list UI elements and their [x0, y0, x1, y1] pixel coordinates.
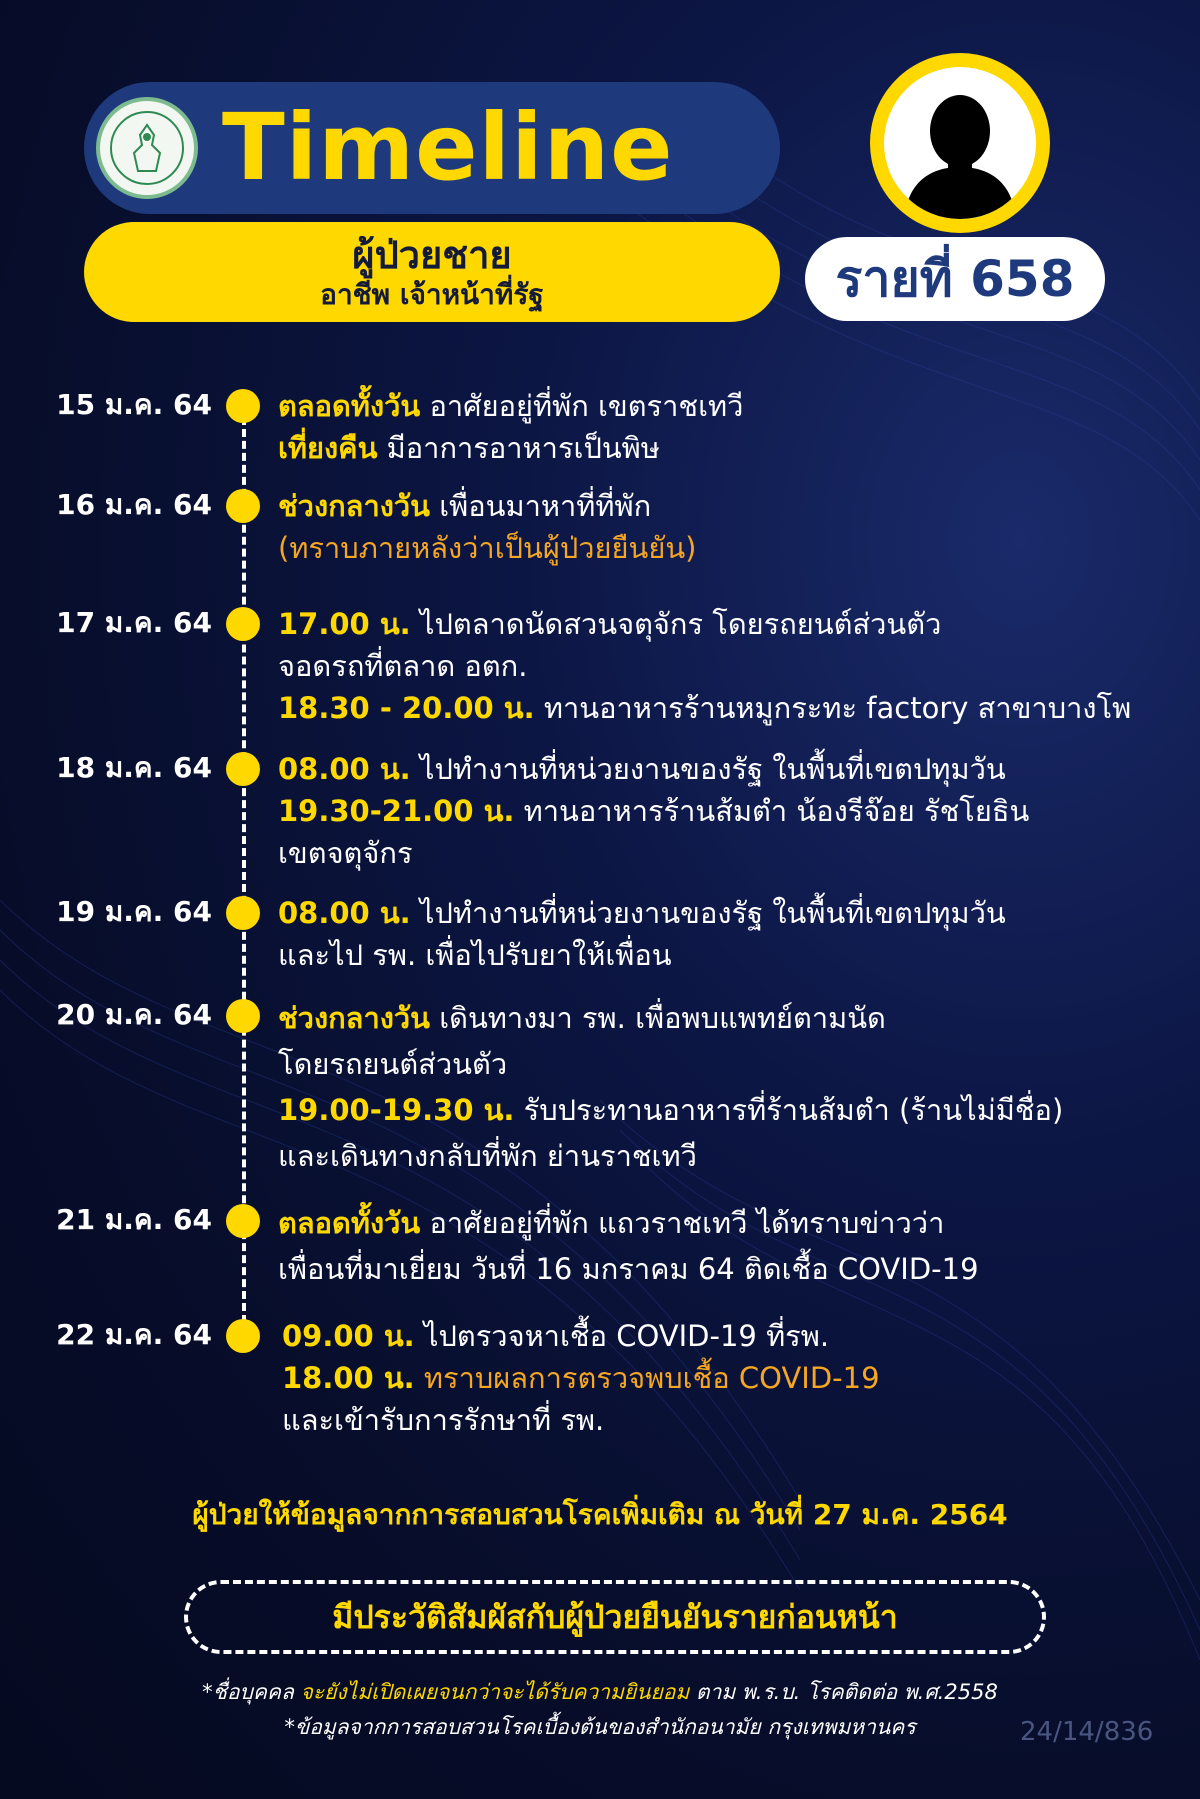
contact-history-box: มีประวัติสัมผัสกับผู้ป่วยยืนยันรายก่อนหน้า	[184, 1580, 1046, 1654]
detail-text: ไปตลาดนัดสวนจตุจักร โดยรถยนต์ส่วนตัว	[410, 607, 942, 641]
timeline-details	[278, 385, 1158, 469]
detail-text: และเข้ารับการรักษาที่ รพ.	[282, 1403, 605, 1437]
timeline-dot	[226, 389, 260, 423]
reference-code: 24/14/836	[1020, 1717, 1154, 1747]
timeline-details	[278, 1200, 1158, 1292]
timeline-date: 22 ม.ค. 64	[56, 1318, 212, 1351]
timeline-dot	[226, 489, 260, 523]
timeline-details	[278, 748, 1158, 874]
timeline-details	[278, 892, 1158, 976]
disclaimer-highlight: จะยังไม่เปิดเผยจนกว่าจะได้รับความยินยอม	[300, 1680, 690, 1704]
timeline-dot	[226, 1204, 260, 1238]
timeline-line-text	[278, 527, 1158, 569]
timeline-date: 18 ม.ค. 64	[56, 751, 212, 784]
timeline-line-text	[278, 1041, 1158, 1087]
detail-text: อาศัยอยู่ที่พัก แถวราชเทวี ได้ทราบข่าวว่า	[420, 1206, 945, 1240]
timeline-line-text	[278, 790, 1158, 832]
timeline-date: 21 ม.ค. 64	[56, 1203, 212, 1236]
detail-text: ไปทำงานที่หน่วยงานของรัฐ ในพื้นที่เขตปทุมวัน	[410, 896, 1006, 930]
seal-emblem-icon	[128, 123, 166, 175]
time-highlight: 18.30 - 20.00 น.	[278, 691, 535, 725]
patient-gender: ผู้ป่วยชาย	[352, 233, 512, 277]
detail-text: ไปตรวจหาเชื้อ COVID-19 ที่รพ.	[414, 1319, 830, 1353]
detail-text: เขตจตุจักร	[278, 836, 413, 870]
disclaimer-suffix: ตาม พ.ร.บ. โรคติดต่อ พ.ศ.2558	[689, 1680, 998, 1704]
timeline-dot	[226, 607, 260, 641]
time-highlight: 08.00 น.	[278, 896, 411, 930]
timeline-line-text	[278, 1133, 1158, 1179]
timeline-line-text	[278, 748, 1158, 790]
timeline-details	[282, 1315, 1162, 1441]
timeline-line-text	[278, 995, 1158, 1041]
timeline-line-text	[282, 1357, 1162, 1399]
timeline-dot	[226, 752, 260, 786]
avatar	[870, 53, 1050, 233]
timeline-dot	[226, 1319, 260, 1353]
page-title: Timeline	[222, 94, 674, 201]
timeline-date: 15 ม.ค. 64	[56, 388, 212, 421]
case-number-badge: รายที่ 658	[805, 237, 1105, 321]
timeline-date: 16 ม.ค. 64	[56, 488, 212, 521]
detail-text: เพื่อนที่มาเยี่ยม วันที่ 16 มกราคม 64 ติดเชื้อ COVID-19	[278, 1252, 979, 1286]
info-source-note: ผู้ป่วยให้ข้อมูลจากการสอบสวนโรคเพิ่มเติม ณ วันที่ 27 ม.ค. 2564	[192, 1498, 1008, 1531]
time-highlight: 19.00-19.30 น.	[278, 1093, 515, 1127]
detail-text: และไป รพ. เพื่อไปรับยาให้เพื่อน	[278, 938, 672, 972]
time-highlight: ตลอดทั้งวัน	[278, 389, 421, 423]
timeline-line-text	[282, 1315, 1162, 1357]
timeline-line-text	[278, 1087, 1158, 1133]
detail-text: และเดินทางกลับที่พัก ย่านราชเทวี	[278, 1139, 697, 1173]
detail-text: ไปทำงานที่หน่วยงานของรัฐ ในพื้นที่เขตปทุมวัน	[410, 752, 1006, 786]
timeline-dot	[226, 999, 260, 1033]
timeline-line-text	[278, 427, 1158, 469]
patient-info-pill	[84, 222, 780, 322]
timeline-line-text	[278, 1200, 1158, 1246]
timeline-details	[278, 603, 1158, 729]
orange-note: ทราบผลการตรวจพบเชื้อ COVID-19	[414, 1361, 880, 1395]
time-highlight: ช่วงกลางวัน	[278, 1001, 431, 1035]
person-silhouette-icon	[884, 67, 1036, 219]
timeline-line-text	[282, 1399, 1162, 1441]
timeline-dot	[226, 896, 260, 930]
detail-text: เพื่อนมาหาที่ที่พัก	[430, 489, 652, 523]
time-highlight: ตลอดทั้งวัน	[278, 1206, 421, 1240]
detail-text: มีอาการอาหารเป็นพิษ	[377, 431, 660, 465]
avatar-circle	[884, 67, 1036, 219]
timeline-line-text	[278, 385, 1158, 427]
time-highlight: ช่วงกลางวัน	[278, 489, 431, 523]
timeline-line-text	[278, 603, 1158, 645]
time-highlight: 17.00 น.	[278, 607, 411, 641]
detail-text: โดยรถยนต์ส่วนตัว	[278, 1047, 508, 1081]
detail-text: จอดรถที่ตลาด อตก.	[278, 649, 528, 683]
time-highlight: เที่ยงคืน	[278, 431, 378, 465]
detail-text: ทานอาหารร้านส้มตำ น้องรีจ๊อย รัชโยธิน	[514, 794, 1030, 828]
disclaimer-privacy	[0, 1676, 1200, 1708]
timeline-date: 19 ม.ค. 64	[56, 895, 212, 928]
detail-text: รับประทานอาหารที่ร้านส้มตำ (ร้านไม่มีชื่อ)	[514, 1093, 1064, 1127]
timeline-details	[278, 995, 1158, 1179]
timeline-line	[242, 405, 246, 1323]
timeline-date: 17 ม.ค. 64	[56, 606, 212, 639]
timeline-line-text	[278, 645, 1158, 687]
timeline-line-text	[278, 934, 1158, 976]
detail-text: อาศัยอยู่ที่พัก เขตราชเทวี	[420, 389, 744, 423]
disclaimer-source: *ข้อมูลจากการสอบสวนโรคเบื้องต้นของสำนักอนามัย กรุงเทพมหานคร	[284, 1715, 916, 1739]
timeline-date: 20 ม.ค. 64	[56, 998, 212, 1031]
time-highlight: 08.00 น.	[278, 752, 411, 786]
timeline-details	[278, 485, 1158, 569]
disclaimer-prefix: *ชื่อบุคคล	[202, 1680, 301, 1704]
timeline-line-text	[278, 485, 1158, 527]
detail-text: ทานอาหารร้านหมูกระทะ factory สาขาบางโพ	[534, 691, 1132, 725]
time-highlight: 18.00 น.	[282, 1361, 415, 1395]
timeline-line-text	[278, 892, 1158, 934]
patient-occupation: อาชีพ เจ้าหน้าที่รัฐ	[320, 278, 544, 311]
time-highlight: 09.00 น.	[282, 1319, 415, 1353]
bangkok-seal-icon	[96, 97, 198, 199]
timeline-line-text	[278, 687, 1158, 729]
timeline-line-text	[278, 832, 1158, 874]
detail-text: เดินทางมา รพ. เพื่อพบแพทย์ตามนัด	[430, 1001, 886, 1035]
orange-note: (ทราบภายหลังว่าเป็นผู้ป่วยยืนยัน)	[278, 531, 697, 565]
timeline-line-text	[278, 1246, 1158, 1292]
time-highlight: 19.30-21.00 น.	[278, 794, 515, 828]
